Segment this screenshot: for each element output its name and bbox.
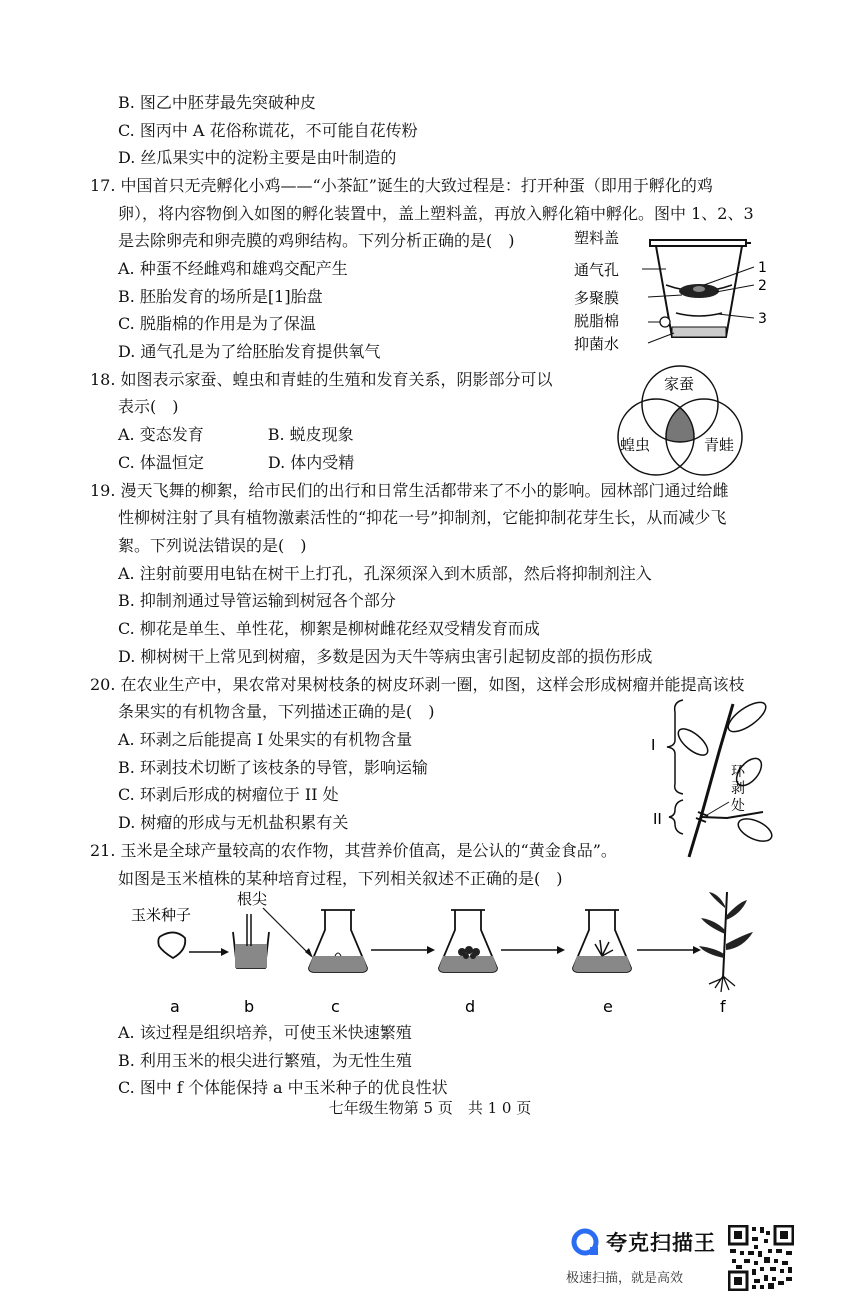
qr-code-icon (728, 1225, 794, 1291)
text-line-q17c: 是去除卵壳和卵壳膜的鸡卵结构。下列分析正确的是( ) (118, 231, 515, 250)
label-f: f (720, 997, 726, 1016)
text-line-q20D: D. 树瘤的形成与无机盐积累有关 (118, 813, 349, 832)
text-line-q17A: A. 种蛋不经雌鸡和雄鸡交配产生 (118, 259, 348, 278)
figure-20-branch (645, 692, 780, 862)
label-b: b (244, 997, 255, 1016)
label-c: c (331, 997, 340, 1016)
text-line-q20A: A. 环剥之后能提高 I 处果实的有机物含量 (118, 730, 413, 749)
text-line-q20B: B. 环剥技术切断了该枝条的导管，影响运输 (118, 758, 428, 777)
label-tip: 根尖 (237, 890, 268, 908)
figure-18-venn (608, 362, 768, 477)
label-a: a (170, 997, 180, 1016)
text-line-q18A: A. 变态发育 B. 蜕皮现象 (118, 425, 354, 444)
label-I: I (651, 736, 656, 754)
text-line-q21C: C. 图中 f 个体能保持 a 中玉米种子的优良性状 (118, 1078, 448, 1097)
scanner-watermark (566, 1225, 726, 1295)
text-line-q17a: 17. 中国首只无壳孵化小鸡——“小茶缸”诞生的大致过程是：打开种蛋（即用于孵化的鸡 (90, 176, 713, 195)
text-line-q16b: B. 图乙中胚芽最先突破种皮 (118, 93, 316, 112)
label-lid: 塑料盖 (574, 229, 620, 247)
text-line-q16d: D. 丝瓜果实中的淀粉主要是由叶制造的 (118, 148, 397, 167)
label-water: 抑菌水 (574, 335, 620, 353)
text-line-q21a: 21. 玉米是全球产量较高的农作物，其营养价值高，是公认的“黄金食品”。 (90, 841, 617, 860)
figure-17-incubator (570, 225, 775, 355)
text-line-q17D: D. 通气孔是为了给胚胎发育提供氧气 (118, 342, 381, 361)
text-line-q19c: 絮。下列说法错误的是( ) (118, 536, 307, 555)
text-line-q18a: 18. 如图表示家蚕、蝗虫和青蛙的生殖和发育关系，阴影部分可以 (90, 370, 553, 389)
text-line-q17b: 卵），将内容物倒入如图的孵化装置中，盖上塑料盖，再放入孵化箱中孵化。图中 1、2、3 (118, 204, 754, 223)
text-line-q21b: 如图是玉米植株的某种培育过程，下列相关叙述不正确的是( ) (118, 869, 563, 888)
text-line-q19a: 19. 漫天飞舞的柳絮，给市民们的出行和日常生活都带来了不小的影响。园林部门通过给雌 (90, 481, 729, 500)
text-line-q19b: 性柳树注射了具有植物激素活性的“抑花一号”抑制剂，它能抑制花芽生长，从而减少飞 (118, 508, 727, 527)
text-line-q16c: C. 图丙中 A 花俗称谎花，不可能自花传粉 (118, 121, 418, 140)
label-ring-3: 处 (731, 798, 745, 814)
text-line-q21B: B. 利用玉米的根尖进行繁殖，为无性生殖 (118, 1051, 412, 1070)
text-line-q20b: 条果实的有机物含量，下列描述正确的是( ) (118, 702, 435, 721)
label-e: e (603, 997, 613, 1016)
text-line-q20a: 20. 在农业生产中，果农常对果树枝条的树皮环剥一圈，如图，这样会形成树瘤并能提高该枝 (90, 675, 745, 694)
text-line-q18b: 表示( ) (118, 397, 179, 416)
label-d: d (465, 997, 476, 1016)
label-II: II (653, 810, 662, 828)
label-3: 3 (758, 311, 767, 327)
label-seed: 玉米种子 (131, 906, 192, 924)
text-line-q17B: B. 胚胎发育的场所是[1]胎盘 (118, 287, 323, 306)
scanner-logo-icon (570, 1227, 600, 1257)
label-silkworm: 家蚕 (664, 375, 695, 393)
text-line-q19D: D. 柳树树干上常见到树瘤，多数是因为天牛等病虫害引起韧皮部的损伤形成 (118, 647, 653, 666)
label-1: 1 (758, 260, 767, 276)
text-line-q21A: A. 该过程是组织培养，可使玉米快速繁殖 (118, 1023, 412, 1042)
label-film: 多聚膜 (574, 289, 620, 307)
label-2: 2 (758, 278, 767, 294)
figure-21-tissue-culture (125, 888, 785, 1018)
brand-name: 夸克扫描王 (606, 1231, 716, 1255)
label-ring-1: 环 (731, 764, 745, 780)
label-locust: 蝗虫 (620, 436, 651, 454)
label-frog: 青蛙 (704, 436, 735, 454)
label-cotton: 脱脂棉 (574, 312, 620, 330)
text-line-q17C: C. 脱脂棉的作用是为了保温 (118, 314, 316, 333)
text-line-q20C: C. 环剥后形成的树瘤位于 II 处 (118, 785, 339, 804)
text-line-q19B: B. 抑制剂通过导管运输到树冠各个部分 (118, 591, 396, 610)
text-line-q19C: C. 柳花是单生、单性花，柳絮是柳树雌花经双受精发育而成 (118, 619, 540, 638)
brand-slogan: 极速扫描，就是高效 (566, 1271, 684, 1286)
page-footer: 七年级生物第 5 页 共 1 0 页 (328, 1099, 532, 1117)
label-vent: 通气孔 (574, 261, 620, 279)
label-ring-2: 剥 (731, 781, 745, 797)
text-line-q18C: C. 体温恒定 D. 体内受精 (118, 453, 355, 472)
text-line-q19A: A. 注射前要用电钻在树干上打孔，孔深须深入到木质部，然后将抑制剂注入 (118, 564, 652, 583)
